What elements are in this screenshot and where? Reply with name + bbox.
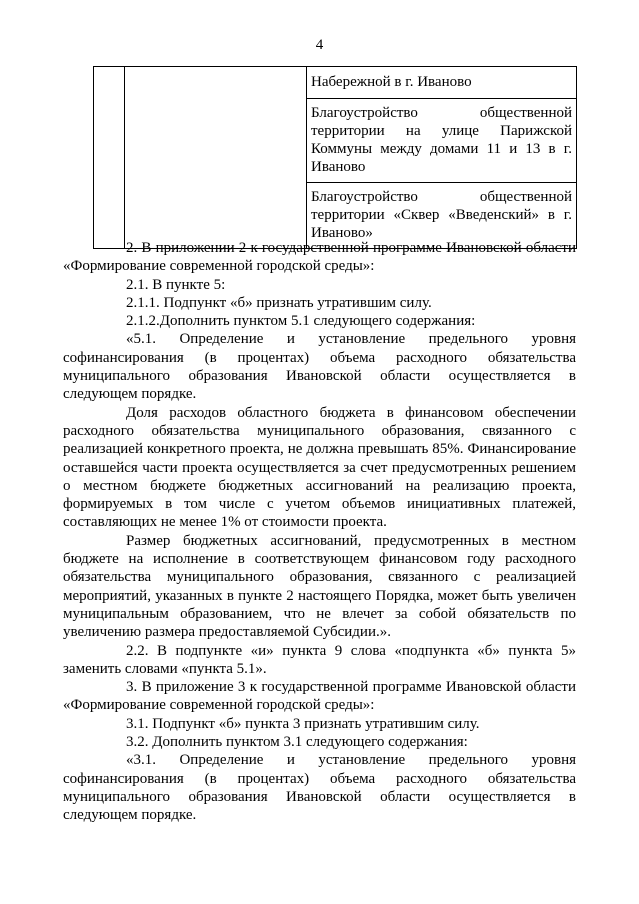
table-cell-project: Благоустройство общественной территории на улице Парижской Коммуны между домами 11 и 13 в г. Иваново bbox=[307, 99, 577, 183]
continuation-table bbox=[93, 66, 577, 249]
paragraph: 2.1. В пункте 5: bbox=[126, 276, 226, 293]
paragraph: 2.2. В подпункте «и» пункта 9 слова «подпункта «б» пункта 5» заменить словами «пункта 5.1». bbox=[63, 642, 576, 677]
paragraph: Доля расходов областного бюджета в финансовом обеспечении расходного обязательства муниципального образования, связанного с реализацией конкретного проекта, не должна превышать 85%. Финансирование оставшейся части проекта осуществляется за счет предусмотренных решением о местном бюджете бюджетных ассигнований на реализацию проекта, формируемых в том числе с учетом объемов инициативных платежей, составляющих не менее 1% от стоимости проекта. bbox=[63, 404, 576, 531]
page-number: 4 bbox=[315, 37, 324, 53]
paragraph: 2.1.2.Дополнить пунктом 5.1 следующего содержания: bbox=[126, 313, 476, 330]
table-row bbox=[94, 67, 577, 99]
paragraph: 3. В приложение 3 к государственной программе Ивановской области «Формирование современной городской среды»: bbox=[63, 679, 576, 714]
paragraph: 3.1. Подпункт «б» пункта 3 признать утратившим силу. bbox=[126, 715, 480, 732]
table-cell-project: Благоустройство общественной территории «Сквер «Введенский» в г. Иваново» bbox=[307, 183, 577, 249]
paragraph: «3.1. Определение и установление предельного уровня софинансирования (в процентах) объема расходного обязательства муниципального образования Ивановской области осуществляется в следующем порядке. bbox=[63, 752, 576, 824]
paragraph: Размер бюджетных ассигнований, предусмотренных в местном бюджете на исполнение в соответствующем финансовом году расходного обязательства муниципального образования, связанного с реализацией мероприятий, указанных в пункте 2 настоящего Порядка, может быть увеличен муниципальным образованием, что не влечет за собой обязательств по увеличению размера предоставляемой Субсидии.». bbox=[63, 532, 576, 641]
paragraph: 2.1.1. Подпункт «б» признать утратившим силу. bbox=[126, 294, 432, 311]
table-cell-municipality bbox=[125, 67, 307, 249]
table-cell-project: Набережной в г. Иваново bbox=[307, 67, 577, 99]
table-cell-number bbox=[94, 67, 125, 249]
paragraph: «5.1. Определение и установление предельного уровня софинансирования (в процентах) объема расходного обязательства муниципального образования Ивановской области осуществляется в следующем порядке. bbox=[63, 331, 576, 403]
paragraph: 2. В приложении 2 к государственной программе Ивановской области «Формирование современной городской среды»: bbox=[63, 240, 576, 275]
document-body bbox=[63, 239, 576, 825]
paragraph: 3.2. Дополнить пунктом 3.1 следующего содержания: bbox=[126, 734, 468, 751]
